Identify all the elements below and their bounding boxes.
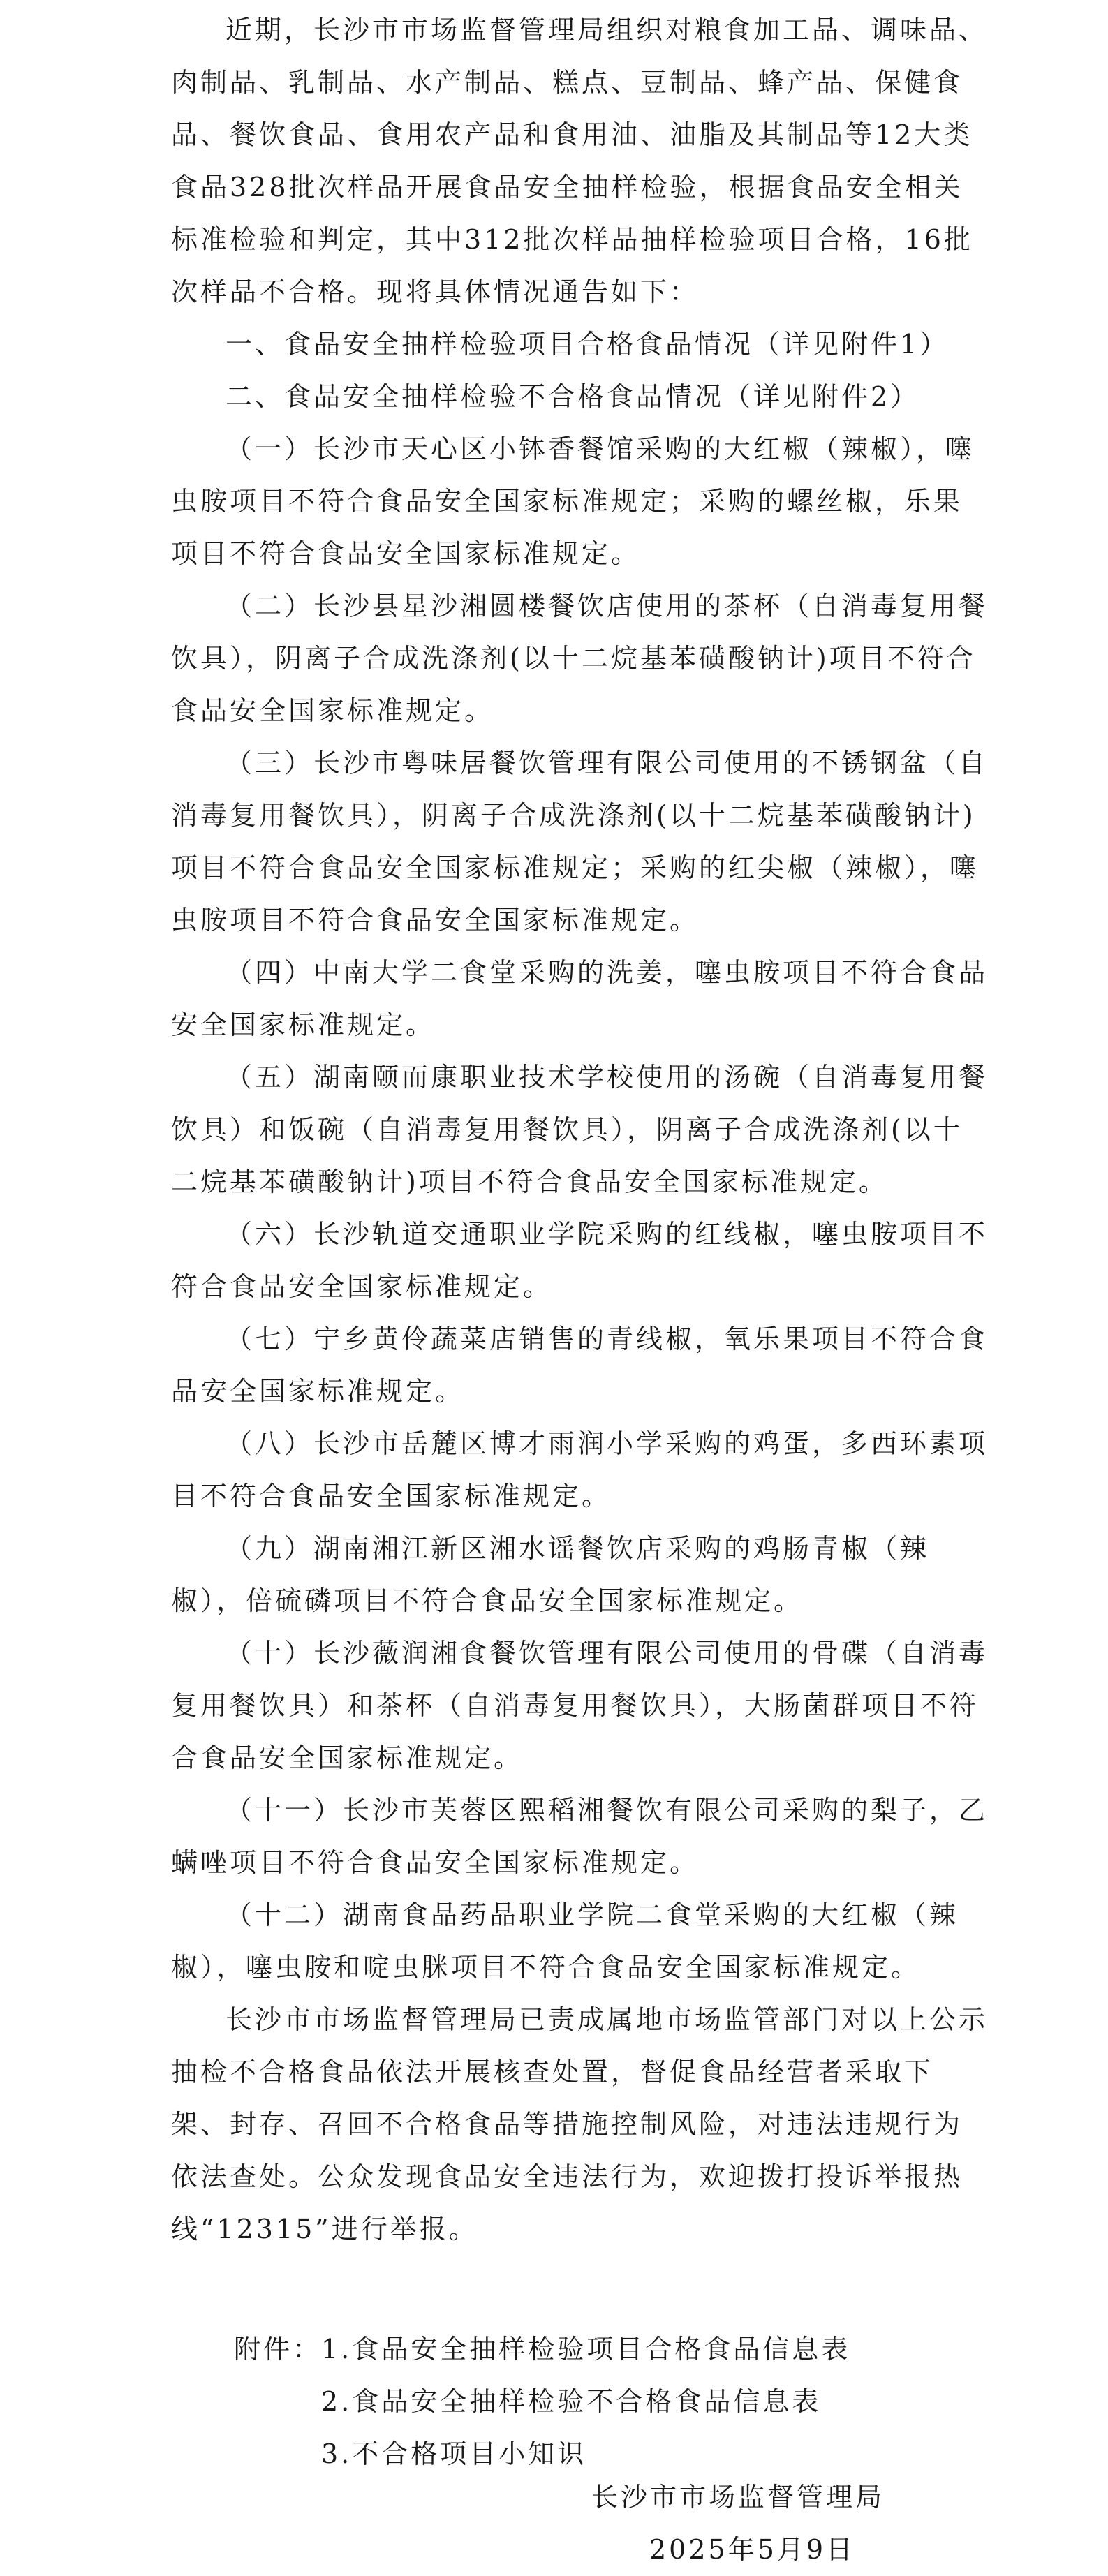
unqualified-item: （九）湖南湘江新区湘水谣餐饮店采购的鸡肠青椒（辣椒），倍硫磷项目不符合食品安全国家标准规定。 (171, 1533, 930, 1616)
attachment-item: 1.食品安全抽样检验项目合格食品信息表 (321, 2334, 851, 2364)
unqualified-item: （七）宁乡黄伶蔬菜店销售的青线椒，氧乐果项目不符合食品安全国家标准规定。 (171, 1324, 989, 1407)
unqualified-item: （八）长沙市岳麓区博才雨润小学采购的鸡蛋，多西环素项目不符合食品安全国家标准规定。 (171, 1428, 989, 1511)
unqualified-items-list (171, 423, 988, 1994)
section-qualified-heading: 一、食品安全抽样检验项目合格食品情况（详见附件1） (226, 329, 950, 360)
attachment-item: 2.食品安全抽样检验不合格食品信息表 (321, 2386, 822, 2417)
attachments-label: 附件： (234, 2334, 323, 2364)
attachment-row (234, 2376, 850, 2428)
attachment-item: 3.不合格项目小知识 (321, 2438, 587, 2469)
closing-paragraph: 长沙市市场监督管理局已责成属地市场监管部门对以上公示抽检不合格食品依法开展核查处置，督促食品经营者采取下架、封存、召回不合格食品等措施控制风险，对违法违规行为依法查处。公众发现食品安全违法行为，欢迎拨打投诉举报热线“12315”进行举报。 (171, 2004, 989, 2244)
notice-document (171, 0, 988, 2256)
attachments-block (234, 2323, 850, 2480)
issuing-organization: 长沙市市场监督管理局 (591, 2482, 885, 2512)
section-unqualified-heading: 二、食品安全抽样检验不合格食品情况（详见附件2） (226, 381, 920, 412)
unqualified-item: （五）湖南颐而康职业技术学校使用的汤碗（自消毒复用餐饮具）和饭碗（自消毒复用餐饮具），阴离子合成洗涤剂(以十二烷基苯磺酸钠计)项目不符合食品安全国家标准规定。 (171, 1062, 989, 1197)
unqualified-item: （三）长沙市粤味居餐饮管理有限公司使用的不锈钢盆（自消毒复用餐饮具），阴离子合成洗涤剂(以十二烷基苯磺酸钠计)项目不符合食品安全国家标准规定；采购的红尖椒（辣椒），噻虫胺项目不符合食品安全国家标准规定。 (171, 748, 989, 935)
unqualified-item: （六）长沙轨道交通职业学院采购的红线椒，噻虫胺项目不符合食品安全国家标准规定。 (171, 1219, 989, 1302)
unqualified-item: （四）中南大学二食堂采购的洗姜，噻虫胺项目不符合食品安全国家标准规定。 (171, 957, 989, 1040)
attachment-row (234, 2323, 850, 2376)
unqualified-item: （十）长沙薇润湘食餐饮管理有限公司使用的骨碟（自消毒复用餐饮具）和茶杯（自消毒复用餐饮具），大肠菌群项目不符合食品安全国家标准规定。 (171, 1638, 989, 1773)
section-headings (171, 318, 988, 423)
issue-date: 2025年5月9日 (649, 2534, 856, 2565)
unqualified-item: （十二）湖南食品药品职业学院二食堂采购的大红椒（辣椒），噻虫胺和啶虫脒项目不符合食品安全国家标准规定。 (171, 1900, 959, 1983)
intro-paragraph: 近期，长沙市市场监督管理局组织对粮食加工品、调味品、肉制品、乳制品、水产制品、糕点、豆制品、蜂产品、保健食品、餐饮食品、食用农产品和食用油、油脂及其制品等12大类食品328批次样品开展食品安全抽样检验，根据食品安全相关标准检验和判定，其中312批次样品抽样检验项目合格，16批次样品不合格。现将具体情况通告如下： (171, 15, 989, 307)
unqualified-item: （十一）长沙市芙蓉区熙稻湘餐饮有限公司采购的梨子，乙螨唑项目不符合食品安全国家标准规定。 (171, 1795, 989, 1878)
unqualified-item: （一）长沙市天心区小钵香餐馆采购的大红椒（辣椒），噻虫胺项目不符合食品安全国家标准规定；采购的螺丝椒，乐果项目不符合食品安全国家标准规定。 (171, 434, 975, 569)
unqualified-item: （二）长沙县星沙湘圆楼餐饮店使用的茶杯（自消毒复用餐饮具），阴离子合成洗涤剂(以十二烷基苯磺酸钠计)项目不符合食品安全国家标准规定。 (171, 591, 989, 726)
